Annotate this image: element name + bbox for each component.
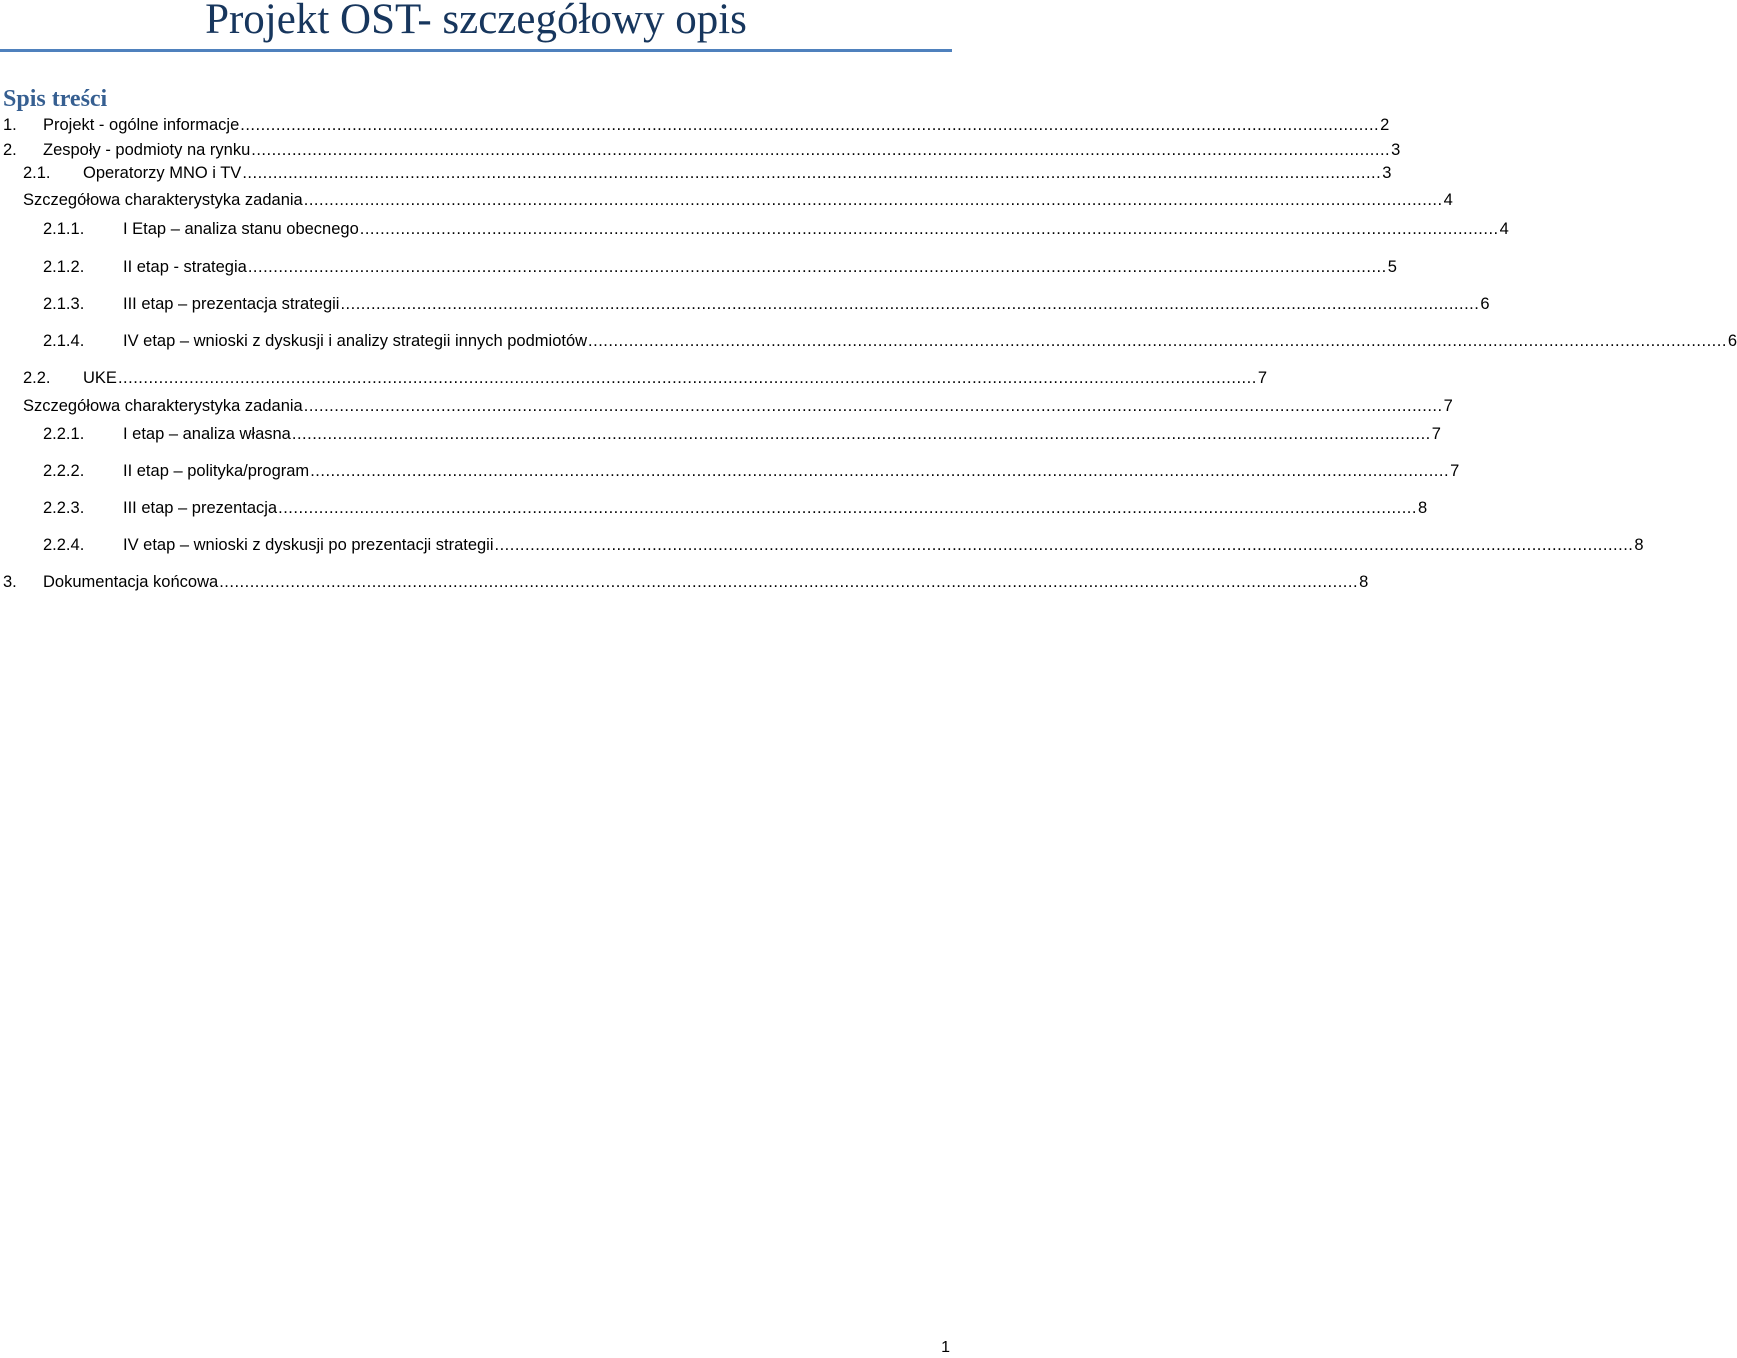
toc-dot-leader: ................................................................................................................................................................................................................................	[242, 164, 1382, 182]
toc-entry[interactable]	[23, 189, 1453, 211]
toc-entry[interactable]	[23, 367, 1267, 389]
toc-entry[interactable]	[43, 497, 1428, 519]
toc-entry[interactable]	[43, 460, 1460, 482]
toc-entry-number: 3.	[3, 573, 17, 591]
toc-entry-title: I Etap – analiza stanu obecnego	[123, 220, 359, 238]
toc-dot-leader: ................................................................................................................................................................................................................................	[251, 141, 1391, 159]
toc-entry-title: Szczegółowa charakterystyka zadania	[23, 397, 303, 415]
toc-entry-page: 6	[1480, 295, 1490, 313]
toc-entry[interactable]	[23, 395, 1453, 417]
toc-entry-title: Operatorzy MNO i TV	[83, 164, 242, 182]
toc-entry[interactable]	[43, 293, 1490, 315]
toc-entry-page: 4	[1499, 220, 1509, 238]
toc-entry-title: I etap – analiza własna	[123, 425, 291, 443]
toc-entry[interactable]	[43, 256, 1397, 278]
document-title: Projekt OST- szczegółowy opis	[205, 0, 747, 43]
toc-entry[interactable]	[3, 114, 1390, 136]
toc-dot-leader: ................................................................................................................................................................................................................................	[303, 397, 1443, 415]
toc-entry-page: 3	[1391, 141, 1401, 159]
toc-entry-number: 2.2.2.	[43, 462, 85, 480]
toc-dot-leader: ................................................................................................................................................................................................................................	[219, 573, 1359, 591]
toc-entry-number: 2.2.3.	[43, 499, 85, 517]
toc-dot-leader: ................................................................................................................................................................................................................................	[291, 425, 1431, 443]
toc-entry-title: III etap – prezentacja	[123, 499, 278, 517]
toc-dot-leader: ................................................................................................................................................................................................................................	[310, 462, 1450, 480]
toc-entry[interactable]	[3, 139, 1401, 161]
toc-dot-leader: ................................................................................................................................................................................................................................	[278, 499, 1417, 517]
toc-dot-leader: ................................................................................................................................................................................................................................	[588, 332, 1727, 350]
toc-entry-page: 2	[1380, 116, 1390, 134]
toc-entry-page: 7	[1257, 369, 1267, 387]
toc-entry-number: 2.1.1.	[43, 220, 85, 238]
toc-entry-title: II etap - strategia	[123, 258, 247, 276]
toc-entry-number: 2.2.4.	[43, 536, 85, 554]
toc-entry-page: 8	[1359, 573, 1369, 591]
toc-entry-title: II etap – polityka/program	[123, 462, 310, 480]
toc-entry-title: IV etap – wnioski z dyskusji i analizy strategii innych podmiotów	[123, 332, 588, 350]
toc-dot-leader: ................................................................................................................................................................................................................................	[494, 536, 1634, 554]
toc-entry-number: 2.2.	[23, 369, 51, 387]
toc-entry-page: 8	[1634, 536, 1644, 554]
toc-dot-leader: ................................................................................................................................................................................................................................	[359, 220, 1499, 238]
toc-entry-page: 7	[1431, 425, 1441, 443]
toc-entry-number: 2.	[3, 141, 17, 159]
toc-entry-page: 7	[1443, 397, 1453, 415]
toc-entry-number: 1.	[3, 116, 17, 134]
toc-entry-title: Projekt - ogólne informacje	[43, 116, 240, 134]
toc-dot-leader: ................................................................................................................................................................................................................................	[247, 258, 1387, 276]
toc-entry[interactable]	[43, 534, 1644, 556]
toc-dot-leader: ................................................................................................................................................................................................................................	[240, 116, 1380, 134]
toc-entry-number: 2.1.4.	[43, 332, 85, 350]
toc-entry[interactable]	[23, 162, 1392, 184]
toc-dot-leader: ................................................................................................................................................................................................................................	[303, 191, 1443, 209]
toc-entry-number: 2.1.2.	[43, 258, 85, 276]
toc-dot-leader: ................................................................................................................................................................................................................................	[117, 369, 1257, 387]
toc-entry[interactable]	[43, 423, 1441, 445]
toc-entry-page: 5	[1387, 258, 1397, 276]
toc-entry-title: IV etap – wnioski z dyskusji po prezentacji strategii	[123, 536, 494, 554]
toc-entry-page: 6	[1727, 332, 1737, 350]
toc-dot-leader: ................................................................................................................................................................................................................................	[340, 295, 1480, 313]
toc-entry-number: 2.1.	[23, 164, 51, 182]
toc-entry[interactable]	[3, 571, 1369, 593]
toc-entry-page: 7	[1450, 462, 1460, 480]
toc-entry-title: Szczegółowa charakterystyka zadania	[23, 191, 303, 209]
toc-entry-title: Zespoły - podmioty na rynku	[43, 141, 251, 159]
toc-entry-page: 4	[1443, 191, 1453, 209]
toc-entry-title: UKE	[83, 369, 117, 387]
toc-heading: Spis treści	[3, 86, 108, 112]
page-number: 1	[941, 1339, 950, 1356]
toc-entry-title: III etap – prezentacja strategii	[123, 295, 340, 313]
toc-entry-page: 8	[1417, 499, 1428, 517]
toc-entry[interactable]	[43, 330, 1737, 352]
toc-entry-page: 3	[1382, 164, 1392, 182]
toc-entry-title: Dokumentacja końcowa	[43, 573, 219, 591]
toc-entry-number: 2.1.3.	[43, 295, 85, 313]
toc-entry-number: 2.2.1.	[43, 425, 85, 443]
title-underline	[0, 49, 952, 52]
toc-entry[interactable]	[43, 218, 1509, 240]
